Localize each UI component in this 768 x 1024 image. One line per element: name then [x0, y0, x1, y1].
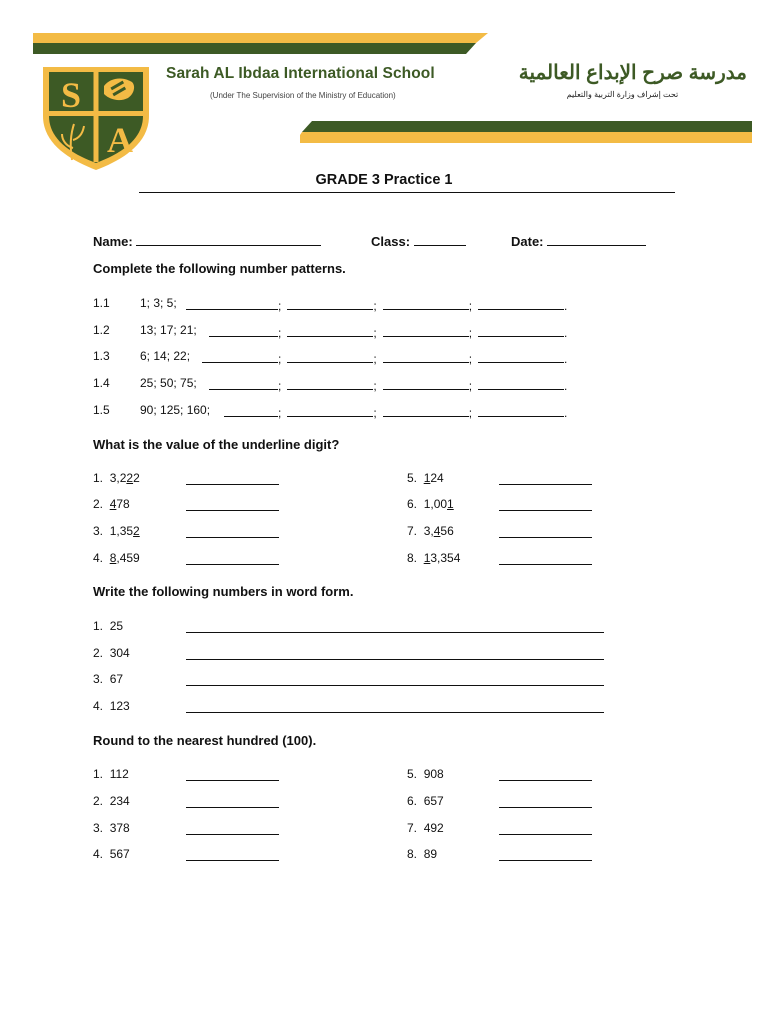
pattern-blank[interactable]	[383, 296, 469, 310]
header-stripe-bottom	[300, 121, 752, 143]
number-value: 567	[109, 847, 130, 861]
date-field-group	[511, 233, 646, 249]
class-blank[interactable]	[414, 233, 466, 246]
patterns-heading: Complete the following number patterns.	[93, 261, 346, 276]
school-name-en: Sarah AL Ibdaa International School	[166, 65, 435, 82]
rounding-item	[407, 821, 444, 835]
word-answer-line[interactable]	[186, 632, 604, 633]
number-value: 908	[423, 767, 444, 781]
pattern-blank[interactable]	[478, 403, 564, 417]
number-value: 112	[109, 767, 129, 781]
pattern-sequence: 90; 125; 160;	[140, 403, 211, 417]
number-part: ,459	[116, 551, 140, 565]
school-crest-logo	[40, 64, 152, 172]
item-number: 7.	[407, 524, 418, 538]
underlined-digit: 4	[433, 524, 441, 538]
item-number: 4.	[93, 847, 104, 861]
place-value-item	[407, 497, 454, 511]
number-value: 234	[109, 794, 130, 808]
pattern-blank[interactable]	[478, 349, 564, 363]
number-part: 1,35	[109, 524, 134, 538]
pattern-sequence: 1; 3; 5;	[140, 296, 177, 310]
date-label: Date:	[511, 234, 544, 249]
answer-line[interactable]	[186, 537, 279, 538]
title-underline	[139, 192, 675, 193]
pattern-number: 1.3	[93, 349, 110, 363]
rounding-item	[93, 821, 130, 835]
rounding-item	[407, 847, 437, 861]
underlined-digit: 2	[133, 524, 140, 538]
item-number: 1.	[93, 471, 104, 485]
place-value-heading: What is the value of the underline digit?	[93, 437, 340, 452]
answer-line[interactable]	[186, 780, 279, 781]
pattern-blank[interactable]	[287, 403, 373, 417]
underlined-digit: 1	[423, 551, 431, 565]
pattern-blanks: ; ; ; .	[224, 403, 567, 420]
number-part: 1,00	[423, 497, 448, 511]
answer-line[interactable]	[499, 834, 592, 835]
pattern-blank[interactable]	[287, 376, 373, 390]
pattern-blank[interactable]	[224, 403, 278, 417]
number-value: 657	[423, 794, 444, 808]
number-value: 492	[423, 821, 444, 835]
svg-text:A: A	[107, 120, 133, 160]
school-supervision-ar: تحت إشراف وزارة التربية والتعليم	[566, 90, 679, 99]
number-part: 3,	[423, 524, 434, 538]
number-value: 304	[109, 646, 130, 660]
word-form-item	[93, 699, 130, 713]
number-part: 78	[116, 497, 130, 511]
item-number: 2.	[93, 646, 104, 660]
word-form-item	[93, 619, 123, 633]
place-value-item	[407, 524, 454, 538]
answer-line[interactable]	[499, 807, 592, 808]
pattern-number: 1.2	[93, 323, 110, 337]
item-number: 5.	[407, 767, 418, 781]
pattern-blank[interactable]	[478, 323, 564, 337]
number-value: 378	[109, 821, 130, 835]
answer-line[interactable]	[499, 484, 592, 485]
svg-text:S: S	[60, 75, 82, 115]
word-answer-line[interactable]	[186, 712, 604, 713]
number-part: 24	[430, 471, 444, 485]
place-value-item	[93, 471, 140, 485]
answer-line[interactable]	[186, 510, 279, 511]
item-number: 2.	[93, 794, 104, 808]
pattern-blank[interactable]	[287, 349, 373, 363]
underlined-digit: 2	[126, 471, 134, 485]
pattern-blank[interactable]	[383, 403, 469, 417]
rounding-item	[407, 767, 444, 781]
rounding-heading: Round to the nearest hundred (100).	[93, 733, 317, 748]
place-value-item	[93, 524, 140, 538]
pattern-sequence: 25; 50; 75;	[140, 376, 197, 390]
name-blank[interactable]	[136, 233, 321, 246]
number-part: 3,2	[109, 471, 127, 485]
answer-line[interactable]	[186, 834, 279, 835]
item-number: 1.	[93, 767, 104, 781]
underlined-digit: 1	[423, 471, 431, 485]
pattern-blank[interactable]	[287, 323, 373, 337]
item-number: 6.	[407, 497, 418, 511]
pattern-blank[interactable]	[383, 323, 469, 337]
word-form-heading: Write the following numbers in word form.	[93, 584, 354, 599]
pattern-blank[interactable]	[383, 349, 469, 363]
item-number: 3.	[93, 672, 104, 686]
pattern-blank[interactable]	[209, 376, 278, 390]
number-part: 3,354	[430, 551, 461, 565]
answer-line[interactable]	[499, 537, 592, 538]
pattern-blank[interactable]	[478, 296, 564, 310]
rounding-item	[93, 847, 130, 861]
answer-line[interactable]	[186, 484, 279, 485]
item-number: 4.	[93, 699, 104, 713]
name-label: Name:	[93, 234, 133, 249]
pattern-blank[interactable]	[202, 349, 278, 363]
word-answer-line[interactable]	[186, 659, 604, 660]
item-number: 6.	[407, 794, 418, 808]
header-stripe-top	[33, 33, 488, 54]
place-value-item	[93, 497, 130, 511]
item-number: 5.	[407, 471, 418, 485]
number-part: 56	[440, 524, 454, 538]
pattern-blank[interactable]	[383, 376, 469, 390]
item-number: 2.	[93, 497, 104, 511]
rounding-item	[93, 767, 129, 781]
class-label: Class:	[371, 234, 411, 249]
answer-line[interactable]	[499, 780, 592, 781]
place-value-item	[407, 471, 444, 485]
place-value-item	[407, 551, 460, 565]
answer-line[interactable]	[499, 510, 592, 511]
date-blank[interactable]	[547, 233, 646, 246]
item-number: 1.	[93, 619, 104, 633]
pattern-number: 1.1	[93, 296, 110, 310]
worksheet-title: GRADE 3 Practice 1	[315, 172, 453, 188]
pattern-sequence: 13; 17; 21;	[140, 323, 197, 337]
pattern-blanks: ; ; ; .	[186, 296, 567, 313]
rounding-item	[407, 794, 444, 808]
pattern-number: 1.5	[93, 403, 110, 417]
answer-line[interactable]	[186, 807, 279, 808]
number-value: 123	[109, 699, 130, 713]
pattern-sequence: 6; 14; 22;	[140, 349, 191, 363]
item-number: 3.	[93, 821, 104, 835]
rounding-item	[93, 794, 130, 808]
class-field-group	[371, 233, 466, 249]
pattern-blank[interactable]	[287, 296, 373, 310]
pattern-blanks: ; ; ; .	[209, 323, 567, 340]
school-name-ar: مدرسة صرح الإبداع العالمية	[518, 62, 747, 84]
word-answer-line[interactable]	[186, 685, 604, 686]
pattern-blank[interactable]	[186, 296, 278, 310]
pattern-number: 1.4	[93, 376, 110, 390]
item-number: 7.	[407, 821, 418, 835]
item-number: 8.	[407, 551, 418, 565]
answer-line[interactable]	[499, 860, 592, 861]
number-value: 25	[109, 619, 124, 633]
answer-line[interactable]	[499, 564, 592, 565]
answer-line[interactable]	[186, 564, 279, 565]
answer-line[interactable]	[186, 860, 279, 861]
pattern-blank[interactable]	[209, 323, 278, 337]
underlined-digit: 4	[109, 497, 117, 511]
pattern-blanks: ; ; ; .	[202, 349, 567, 366]
school-supervision-en: (Under The Supervision of the Ministry of Education)	[210, 91, 396, 100]
item-number: 8.	[407, 847, 418, 861]
name-field-group	[93, 233, 321, 249]
place-value-item	[93, 551, 140, 565]
number-value: 89	[423, 847, 438, 861]
word-form-item	[93, 672, 123, 686]
underlined-digit: 8	[109, 551, 117, 565]
underlined-digit: 1	[447, 497, 454, 511]
pattern-blanks: ; ; ; .	[209, 376, 567, 393]
number-value: 67	[109, 672, 124, 686]
number-part: 2	[133, 471, 140, 485]
item-number: 4.	[93, 551, 104, 565]
pattern-blank[interactable]	[478, 376, 564, 390]
item-number: 3.	[93, 524, 104, 538]
word-form-item	[93, 646, 130, 660]
